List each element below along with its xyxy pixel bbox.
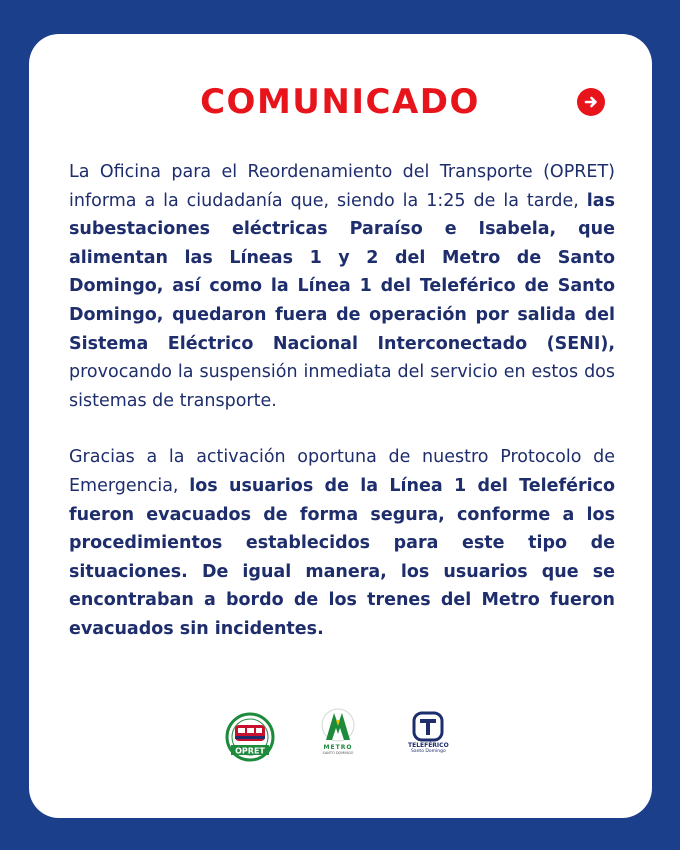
teleferico-logo (408, 710, 449, 754)
metro-logo-sublabel: SANTO DOMINGO (322, 751, 354, 755)
paragraph-2-text: Gracias a la activación oportuna de nuestro Protocolo de Emergencia, (69, 447, 615, 496)
paragraph-2 (69, 443, 615, 643)
teleferico-logo-sublabel: Santo Domingo (410, 749, 446, 754)
opret-logo (222, 712, 278, 762)
metro-logo (318, 708, 358, 755)
next-button[interactable] (577, 88, 605, 116)
opret-logo-text: OPRET (235, 746, 265, 756)
paragraph-1 (69, 158, 615, 415)
page-title: COMUNICADO (200, 82, 480, 122)
teleferico-logo-label: TELEFÉRICO (408, 742, 449, 749)
paragraph-1-bold: las subestaciones eléctricas Paraíso e Isabela, que alimentan las Líneas 1 y 2 del Metro de Santo Domingo, así como la Línea 1 del Teleférico de Santo Domingo, quedaron fuera de operación por salida del Sistema Eléctrico Nacional Interconectado (SENI), (69, 190, 615, 354)
paragraph-1-text-end: provocando la suspensión inmediata del servicio en estos dos sistemas de transporte. (69, 362, 615, 411)
teleferico-cabin-icon (411, 710, 445, 742)
paragraph-1-text: La Oficina para el Reordenamiento del Transporte (OPRET) informa a la ciudadanía que, siendo la 1:25 de la tarde, (69, 162, 615, 211)
arrow-right-circle-icon (583, 94, 599, 110)
metro-m-icon (318, 708, 358, 744)
opret-seal-icon (222, 712, 278, 762)
paragraph-2-bold: los usuarios de la Línea 1 del Teleférico fueron evacuados de forma segura, conforme a los procedimientos establecidos para este tipo de situaciones. De igual manera, los usuarios que se encontraban a bordo de los trenes del Metro fueron evacuados sin incidentes. (69, 475, 615, 639)
metro-logo-label: METRO (323, 744, 353, 751)
announcement-body (69, 158, 615, 644)
